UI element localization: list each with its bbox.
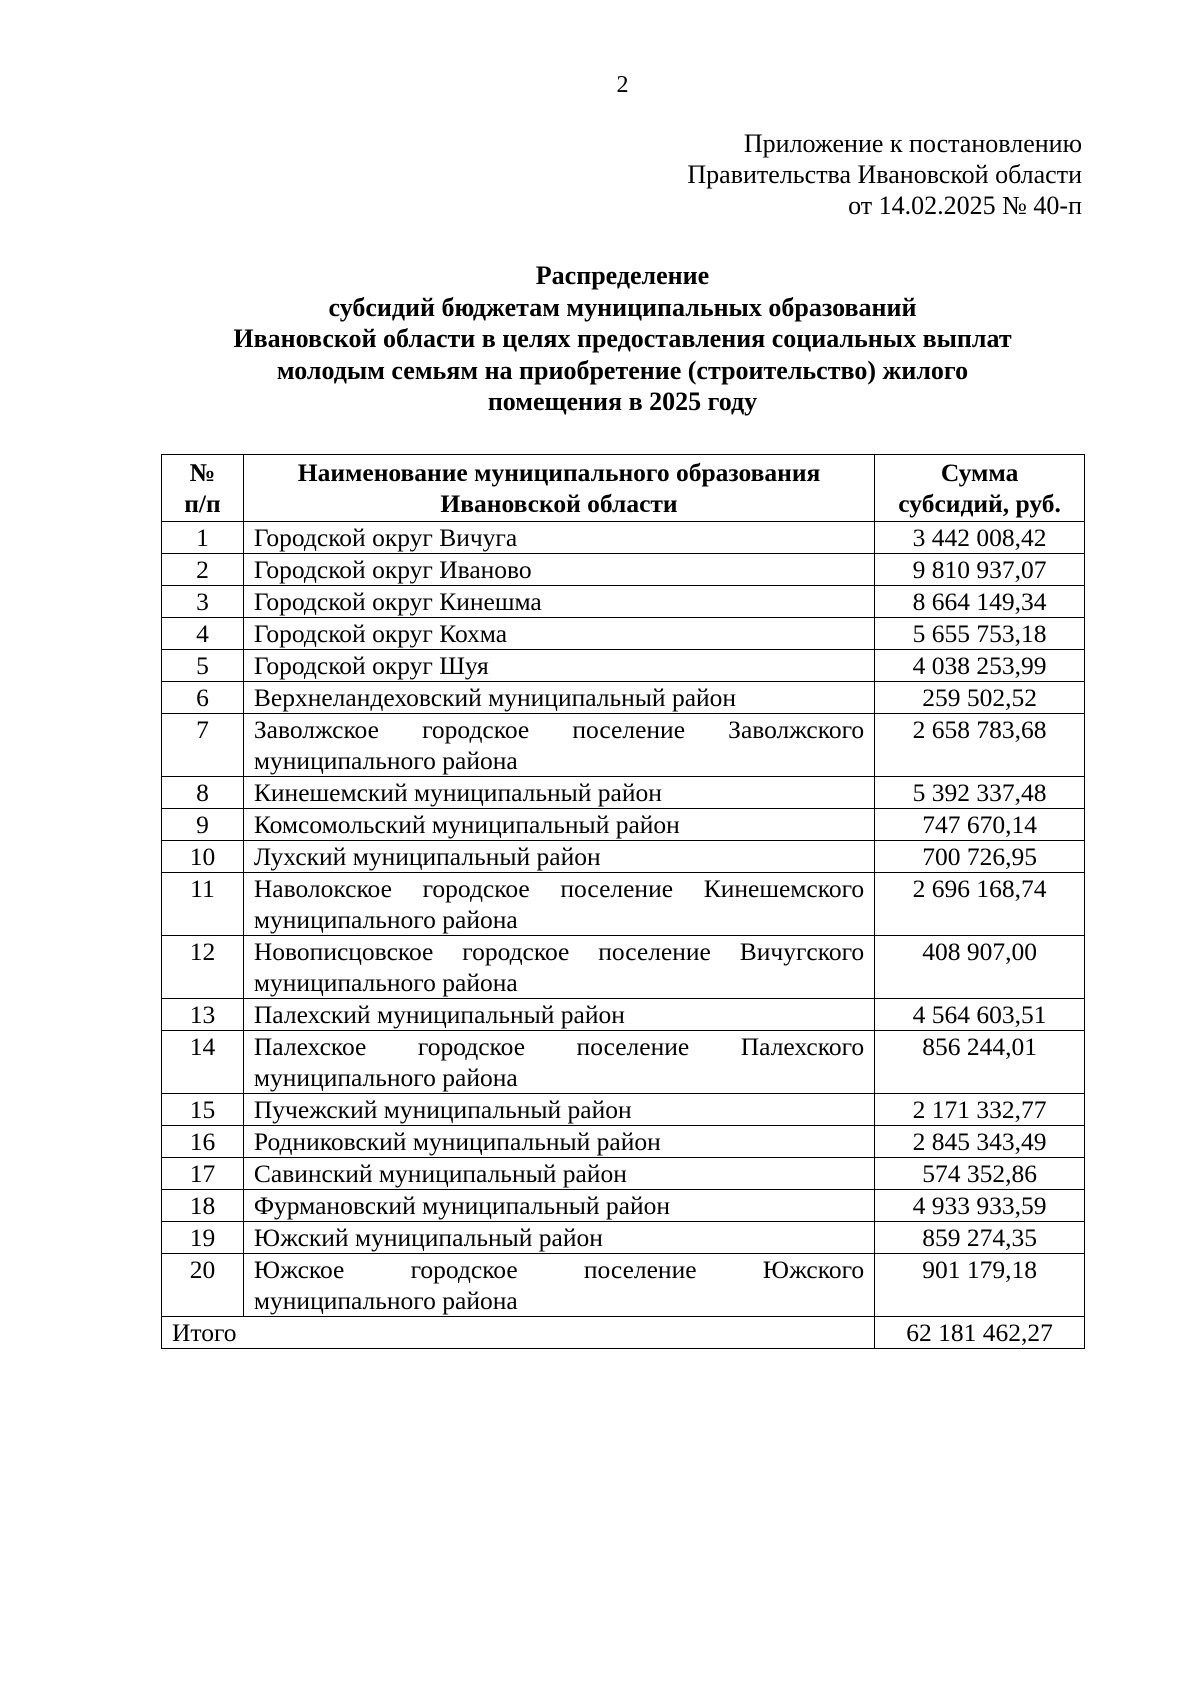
page-number: 2: [616, 72, 629, 98]
municipality-name: Южский муниципальный район: [243, 1222, 874, 1254]
document-title: [160, 260, 1085, 418]
municipality-name: Лухский муниципальный район: [243, 841, 874, 873]
header-number-line-2: п/п: [184, 489, 221, 518]
header-sum-line-1: Сумма: [940, 458, 1019, 487]
total-sum: 62 181 462,27: [875, 1317, 1085, 1349]
header-sum: [875, 455, 1085, 522]
subsidy-amount: 259 502,52: [875, 682, 1085, 714]
municipality-name: Заволжское городское поселение Заволжского муниципального района: [243, 714, 874, 777]
municipality-name: Пучежский муниципальный район: [243, 1094, 874, 1126]
table-row: [162, 650, 1085, 682]
header-name: [243, 455, 874, 522]
row-number: 13: [162, 999, 244, 1031]
subsidy-amount: 5 392 337,48: [875, 777, 1085, 809]
municipality-name: Комсомольский муниципальный район: [243, 809, 874, 841]
subsidy-amount: 5 655 753,18: [875, 618, 1085, 650]
subsidy-amount: 2 658 783,68: [875, 714, 1085, 777]
title-line-1: Распределение: [535, 261, 710, 290]
total-label: Итого: [162, 1317, 875, 1349]
municipality-name: Новописцовское городское поселение Вичугского муниципального района: [243, 936, 874, 999]
subsidy-amount: 4 564 603,51: [875, 999, 1085, 1031]
table-row: [162, 682, 1085, 714]
subsidy-amount: 901 179,18: [875, 1254, 1085, 1317]
table-row: [162, 1158, 1085, 1190]
table-header-row: [162, 455, 1085, 522]
municipality-name: Родниковский муниципальный район: [243, 1126, 874, 1158]
table-row: [162, 1190, 1085, 1222]
subsidy-amount: 747 670,14: [875, 809, 1085, 841]
subsidy-amount: 3 442 008,42: [875, 522, 1085, 554]
municipality-name: Городской округ Иваново: [243, 554, 874, 586]
subsidy-amount: 2 696 168,74: [875, 873, 1085, 936]
municipality-name: Палехский муниципальный район: [243, 999, 874, 1031]
row-number: 19: [162, 1222, 244, 1254]
table-row: [162, 618, 1085, 650]
row-number: 20: [162, 1254, 244, 1317]
municipality-name: Наволокское городское поселение Кинешемского муниципального района: [243, 873, 874, 936]
row-number: 2: [162, 554, 244, 586]
subsidy-amount: 856 244,01: [875, 1031, 1085, 1094]
table-row: [162, 554, 1085, 586]
municipality-name: Кинешемский муниципальный район: [243, 777, 874, 809]
subsidy-amount: 9 810 937,07: [875, 554, 1085, 586]
municipality-name: Городской округ Кинешма: [243, 586, 874, 618]
municipality-name: Городской округ Вичуга: [243, 522, 874, 554]
municipality-name: Палехское городское поселение Палехского муниципального района: [243, 1031, 874, 1094]
table-row: [162, 1254, 1085, 1317]
total-row: [162, 1317, 1085, 1349]
municipality-name: Савинский муниципальный район: [243, 1158, 874, 1190]
row-number: 6: [162, 682, 244, 714]
row-number: 15: [162, 1094, 244, 1126]
subsidy-amount: 574 352,86: [875, 1158, 1085, 1190]
table-body: [162, 522, 1085, 1317]
table-row: [162, 873, 1085, 936]
appendix-line-2: Правительства Ивановской области: [687, 160, 1082, 189]
row-number: 8: [162, 777, 244, 809]
subsidy-amount: 2 845 343,49: [875, 1126, 1085, 1158]
header-name-line-2: Ивановской области: [440, 489, 678, 518]
appendix-reference: [687, 128, 1082, 221]
row-number: 3: [162, 586, 244, 618]
row-number: 4: [162, 618, 244, 650]
row-number: 18: [162, 1190, 244, 1222]
table-row: [162, 841, 1085, 873]
subsidy-amount: 408 907,00: [875, 936, 1085, 999]
table-row: [162, 1126, 1085, 1158]
table-row: [162, 522, 1085, 554]
subsidy-amount: 4 038 253,99: [875, 650, 1085, 682]
table-row: [162, 1094, 1085, 1126]
subsidy-amount: 2 171 332,77: [875, 1094, 1085, 1126]
subsidy-amount: 700 726,95: [875, 841, 1085, 873]
title-line-3: Ивановской области в целях предоставления социальных выплат: [233, 324, 1012, 353]
table-row: [162, 714, 1085, 777]
header-number-line-1: №: [189, 458, 216, 487]
subsidy-amount: 8 664 149,34: [875, 586, 1085, 618]
row-number: 7: [162, 714, 244, 777]
header-name-line-1: Наименование муниципального образования: [297, 458, 821, 487]
municipality-name: Городской округ Кохма: [243, 618, 874, 650]
table-row: [162, 1222, 1085, 1254]
row-number: 1: [162, 522, 244, 554]
subsidies-table: [161, 454, 1085, 1349]
municipality-name: Верхнеландеховский муниципальный район: [243, 682, 874, 714]
title-line-5: помещения в 2025 году: [487, 387, 758, 416]
row-number: 16: [162, 1126, 244, 1158]
appendix-line-3: от 14.02.2025 № 40-п: [848, 191, 1082, 220]
table-row: [162, 936, 1085, 999]
subsidy-amount: 4 933 933,59: [875, 1190, 1085, 1222]
row-number: 5: [162, 650, 244, 682]
table-row: [162, 586, 1085, 618]
table-row: [162, 809, 1085, 841]
row-number: 11: [162, 873, 244, 936]
title-line-4: молодым семьям на приобретение (строительство) жилого: [276, 355, 969, 385]
header-number: [162, 455, 244, 522]
municipality-name: Фурмановский муниципальный район: [243, 1190, 874, 1222]
header-sum-line-2: субсидий, руб.: [898, 489, 1061, 518]
table-row: [162, 777, 1085, 809]
municipality-name: Городской округ Шуя: [243, 650, 874, 682]
row-number: 12: [162, 936, 244, 999]
row-number: 10: [162, 841, 244, 873]
row-number: 9: [162, 809, 244, 841]
municipality-name: Южское городское поселение Южского муниципального района: [243, 1254, 874, 1317]
appendix-line-1: Приложение к постановлению: [743, 129, 1082, 158]
row-number: 14: [162, 1031, 244, 1094]
table-row: [162, 1031, 1085, 1094]
table-row: [162, 999, 1085, 1031]
subsidy-amount: 859 274,35: [875, 1222, 1085, 1254]
row-number: 17: [162, 1158, 244, 1190]
title-line-2: субсидий бюджетам муниципальных образований: [328, 292, 917, 322]
